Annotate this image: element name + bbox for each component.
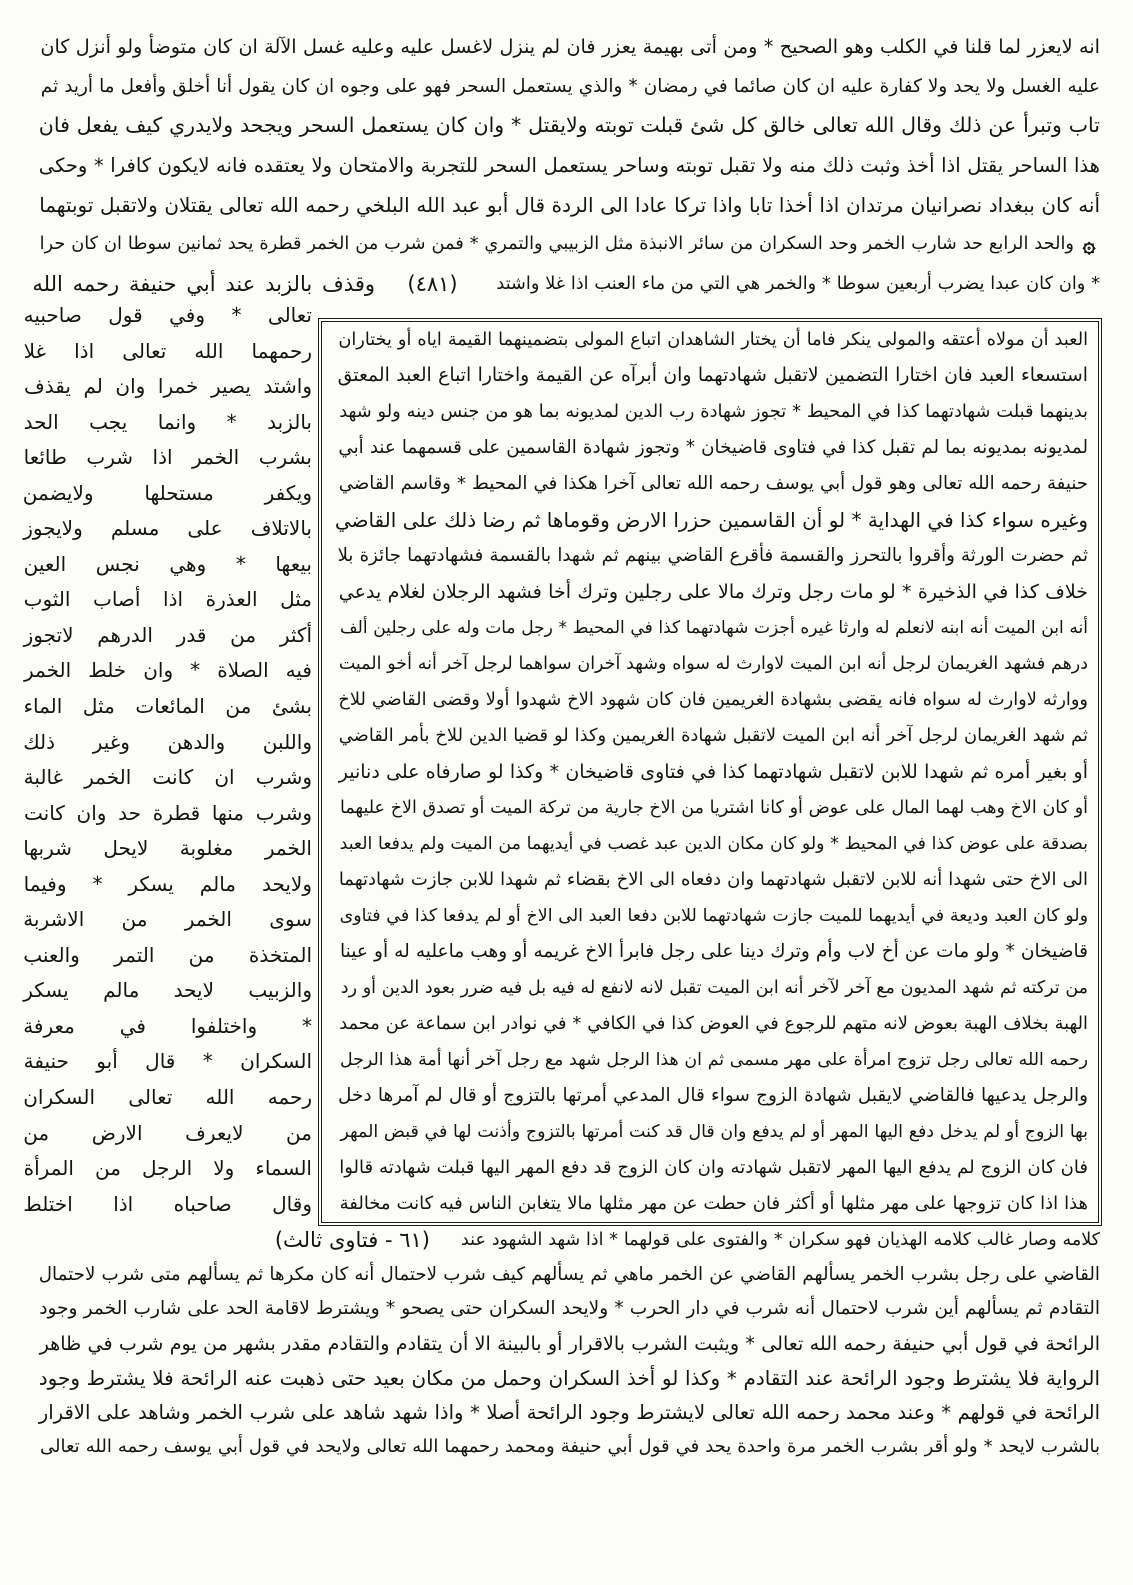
page-number: (٤٨١) <box>407 272 458 297</box>
margin-text-line: بشئ من المائعات مثل الماء <box>23 694 312 719</box>
frame-text-line: حنيفة رحمه الله تعالى وهو قول أبي يوسف رحمه الله تعالى آخرا هكذا في المحيط * وقاسم القاضي <box>338 473 1088 494</box>
margin-text-line: وشرب منها قطرة حد وان كانت <box>24 800 312 825</box>
frame-text-line: أو كان الاخ وهب لهما المال على عوض أو كانا اشتريا من الاخ جارية من تركة الميت أو تصدق الاخ عليهما <box>340 798 1088 818</box>
margin-text-line: والزبيب لايحد مالم يسكر <box>23 978 312 1003</box>
main-text-line: الرائحة في قول أبي حنيفة رحمه الله تعالى * ويثبت الشرب بالاقرار أو بالبينة الا أن يتقادم والتقادم مقدر بشهر من يوم شرب في ظاهر <box>39 1332 1100 1355</box>
margin-text-line: بالزبد * وانما يجب الحد <box>23 409 312 434</box>
margin-text-line: رحمهما الله تعالى اذا غلا <box>23 338 312 363</box>
lower-text-block <box>30 1223 1100 1465</box>
margin-text-line: وقال صاحباه اذا اختلط <box>23 1191 312 1216</box>
margin-text-line: بيعها * وهي نجس العين <box>23 551 312 576</box>
margin-text-line: السماء ولا الرجل من المرأة <box>23 1156 312 1181</box>
frame-text-line: ووارثه لاوارث له سواه فانه يقضى بشهادة الغريمين فان كان شهود الاخ شهدوا أولا وقضى القاضي للاخ <box>338 690 1088 710</box>
margin-text-line: ويكفر مستحلها ولايضمن <box>22 480 312 505</box>
main-text-segment: وقذف بالزبد عند أبي حنيفة رحمه الله <box>32 272 375 297</box>
frame-text-line: فان كان الزوج لم يدفع اليها المهر لاتقبل شهادته وان كان الزوج قد دفع المهر اليها قبلت شهادته قالوا <box>339 1157 1088 1178</box>
main-text-line: عليه الغسل ولا يحد ولا كفارة عليه ان كان صائما في رمضان * والذي يستعمل السحر فهو على وجوه ان كان يقول أنا أخلق وأفعل ما أريد ثم <box>40 75 1100 97</box>
frame-text-line: من تركته ثم شهد المديون مع آخر لآخر أنه ابن الميت تقبل لانه لانفع له فيه بل فيه ضرر بعود الدين أو رد <box>340 978 1088 998</box>
margin-text-line: تعالى * وفي قول صاحبيه <box>23 303 312 327</box>
margin-text-line: المتخذة من التمر والعنب <box>23 942 312 967</box>
frame-text-line: قاضيخان * ولو مات عن أخ لاب وأم وترك دينا على رجل فابرأ الاخ غريمه أو وهب ماعليه له أو عينا <box>340 941 1088 962</box>
main-text-segment: * وان كان عبدا يضرب أربعين سوطا * والخمر هي التي من ماء العنب اذا غلا واشتد <box>496 274 1100 295</box>
frame-text-line: العبد أن مولاه أعتقه والمولى ينكر فاما أن يختار الشاهدان اتباع المولى بتضمينهما القيمة اياه أو يختاران <box>338 330 1088 350</box>
main-text-line: تاب وتبرأ عن ذلك وقال الله تعالى خالق كل شئ قبلت توبته ولايقتل * وان كان يستعمل السحر ويجحد ولايدري كيف يفعل فان <box>38 113 1100 138</box>
frame-text-line: درهم فشهد الغريمان لرجل أنه ابن الميت لاوارث له سواه وشهد آخران سواهما لرجل آخر أنه أخو الميت <box>338 654 1088 674</box>
main-text-line: هذا الساحر يقتل اذا أخذ وثبت ذلك منه ولا تقبل توبته وساحر يستعمل السحر للتجربة والامتحان ولا يعتقده فانه لايكون كافرا * وحكى <box>38 154 1100 178</box>
margin-text-line: بالاتلاف على مسلم ولايجوز <box>23 516 312 541</box>
frame-text-line: لمديونه بمديونه بما لم تقبل كذا في فتاوى قاضيخان * وتجوز شهادة القاسمين على قسمهما عند أبي <box>338 437 1088 458</box>
frame-text-line: الى الاخ حتى شهدا أنه للابن لاتقبل شهادتهما وان دفعاه الى الاخ بقضاء ثم شهدا للابن جازت شهادتهما <box>338 869 1088 890</box>
main-text-line: انه لايعزر لما قلنا في الكلب وهو الصحيح * ومن أتى بهيمة يعزر فان لم ينزل لاغسل عليه وعليه غسل الآلة ان كان متوضأ ولو أنزل كان <box>40 35 1100 58</box>
frame-text-line: بدينهما قبلت شهادتهما كذا في المحيط * تجوز شهادة رب الدين لمديونه بما هو من جنس دينه ولو شهد <box>339 401 1088 422</box>
main-text-line: والحد الرابع حد شارب الخمر وحد السكران من سائر الانبذة مثل الزبيبي والتمري * فمن شرب من الخمر قطرة يحد ثمانين سوطا ان كان حرا <box>39 234 1074 255</box>
frame-text-line: بها الزوج أو لم يدخل دفع اليها المهر أو لم يدفع وان قال قد كنت أمرتها بالتزوج وأذنت لها في قبض المهر <box>340 1122 1088 1142</box>
margin-text-line: بشرب الخمر اذا شرب طائعا <box>23 445 312 470</box>
signature-mark: (٦١ - فتاوى ثالث) <box>274 1228 430 1252</box>
frame-text-line: هذا اذا كان تزوجها على مهر مثلها أو أكثر فان حطت عن مهر مثلها مالا يتغابن الناس فيه كانت مخالفة <box>339 1193 1088 1214</box>
margin-text-line: واللبن والدهن وغير ذلك <box>23 729 312 754</box>
margin-text-line: * واختلفوا في معرفة <box>23 1013 312 1038</box>
margin-text-line: واشتد يصير خمرا وان لم يقذف <box>24 374 312 399</box>
main-text-line: بالشرب لايحد * ولو أقر بشرب الخمر مرة واحدة يحد في قول أبي حنيفة ومحمد رحمهما الله تعالى ولايحد في قول أبي يوسف رحمه الله تعالى <box>40 1436 1100 1457</box>
frame-text-line: وغيره سواء كذا في الهداية * لو أن القاسمين حزرا الارض وقوماها ثم رضا ذلك على القاضي <box>334 508 1088 532</box>
frame-text-line: ثم حضرت الورثة وأقروا بالتحرز والقسمة فأقرع القاضي بينهم ثم شهدا بالقسمة فشهادتهما جائزة بلا <box>337 545 1088 566</box>
frame-text-line: ولو كان العبد وديعة في أيديهما للميت جازت شهادتهما للابن دفعا العبد الى الاخ أو لم يدفعا كذا في فتاوى <box>339 906 1088 926</box>
text-frame <box>318 318 1102 1226</box>
upper-text-block <box>30 27 1100 305</box>
frame-text-line: رحمه الله تعالى رجل تزوج امرأة على مهر مسمى ثم ان هذا الرجل شهد مع رجل آخر أنها أمة هذا الرجل <box>340 1050 1088 1070</box>
margin-text-line: الخمر مغلوبة لايحل شربها <box>23 836 312 861</box>
margin-text-line: مثل العذرة اذا أصاب الثوب <box>23 587 312 612</box>
margin-text-line: فيه الصلاة * وان خلط الخمر <box>24 658 312 683</box>
main-text-line: التقادم ثم يسألهم أين شرب لاحتمال أنه شرب في دار الحرب * ولايحد السكران حتى يصحو * ويشترط لاقامة الحد على شارب الخمر وجود <box>39 1298 1100 1319</box>
frame-text-line: خلاف كذا في الذخيرة * لو مات رجل وترك مالا على رجلين وترك أخا فشهد الرجلان لغلام يدعي <box>338 581 1088 603</box>
main-text-line: الرواية فلا يشترط وجود الرائحة عند التقادم * وكذا لو أخذ السكران وحمل من مكان بعيد حتى ذهبت عنه الرائحة فلا يشترط وجود <box>38 1366 1100 1390</box>
margin-column <box>22 298 312 1222</box>
margin-text-line: ولايحد مالم يسكر * وفيما <box>23 871 312 896</box>
frame-text-line: والرجل يدعيها فالقاضي لايقبل شهادة الزوج سواء قال المدعي أمرتها بالتزوج أو قال لم آمرها دخل <box>338 1085 1088 1106</box>
margin-text-line: أكثر من قدر الدرهم لاتجوز <box>23 622 312 647</box>
frame-text-line: بصدقة على عوض كذا في المحيط * ولو كان مكان الدين عبد غصب في أيديهما من الميت ولم يدفعا العبد <box>339 834 1088 854</box>
frame-text-line: الهبة بخلاف الهبة بعوض لانه متهم للرجوع في العوض كذا في الكافي * في نوادر ابن سماعة عن محمد <box>339 1013 1088 1034</box>
frame-text-line: أنه ابن الميت أنه ابنه لانعلم له وارثا غيره أجزت شهادتهما كذا في المحيط * رجل مات وله على رجلين ألف <box>340 618 1088 638</box>
margin-text-line: سوى الخمر من الاشربة <box>23 907 312 932</box>
margin-text-line: من لايعرف الارض من <box>23 1120 312 1145</box>
main-text-line-with-signature <box>30 1223 1100 1258</box>
margin-text-line: السكران * قال أبو حنيفة <box>23 1049 312 1074</box>
main-text-line: أنه كان ببغداد نصرانيان مرتدان اذا أخذا تابا واذا تركا عادا الى الردة قال أبو عبد الله البلخي رحمه الله تعالى يقتلان ولاتقبل توبتهما <box>39 193 1100 217</box>
frame-text-line: استسعاء العبد فان اختارا التضمين لاتقبل شهادتهما وان أبرآه عن القيمة واختارا اتباع العبد المعتق <box>337 365 1088 386</box>
margin-text-line: رحمه الله تعالى السكران <box>23 1085 312 1110</box>
frame-text-line: أو بغير أمره ثم شهدا للابن لاتقبل شهادتهما كذا في فتاوى قاضيخان * وكذا لو صارفاه على دنانير <box>338 761 1088 783</box>
frame-text-line: ثم شهد الغريمان لرجل آخر أنه ابن الميت لاتقبل شهادة الغريمين وكذا لو قضيا الدين للاخ بأمر القاضي <box>338 725 1088 746</box>
main-text-segment: كلامه وصار غالب كلامه الهذيان فهو سكران * والفتوى على قولهما * اذا شهد الشهود عند <box>461 1230 1100 1250</box>
margin-text-line: وشرب ان كانت الخمر غالبة <box>23 765 312 790</box>
main-text-line: القاضي على رجل بشرب الخمر يسألهم القاضي عن الخمر ماهي ثم يسألهم كيف شرب لاحتمال أنه كان مكرها ثم يسألهم متى شرب لاحتمال <box>38 1263 1100 1285</box>
main-text-line: الرائحة في قولهم * وعند محمد رحمه الله تعالى لايشترط وجود الرائحة أصلا * واذا شهد شاهد على شرب الخمر وشاهد على الاقرار <box>38 1400 1100 1424</box>
